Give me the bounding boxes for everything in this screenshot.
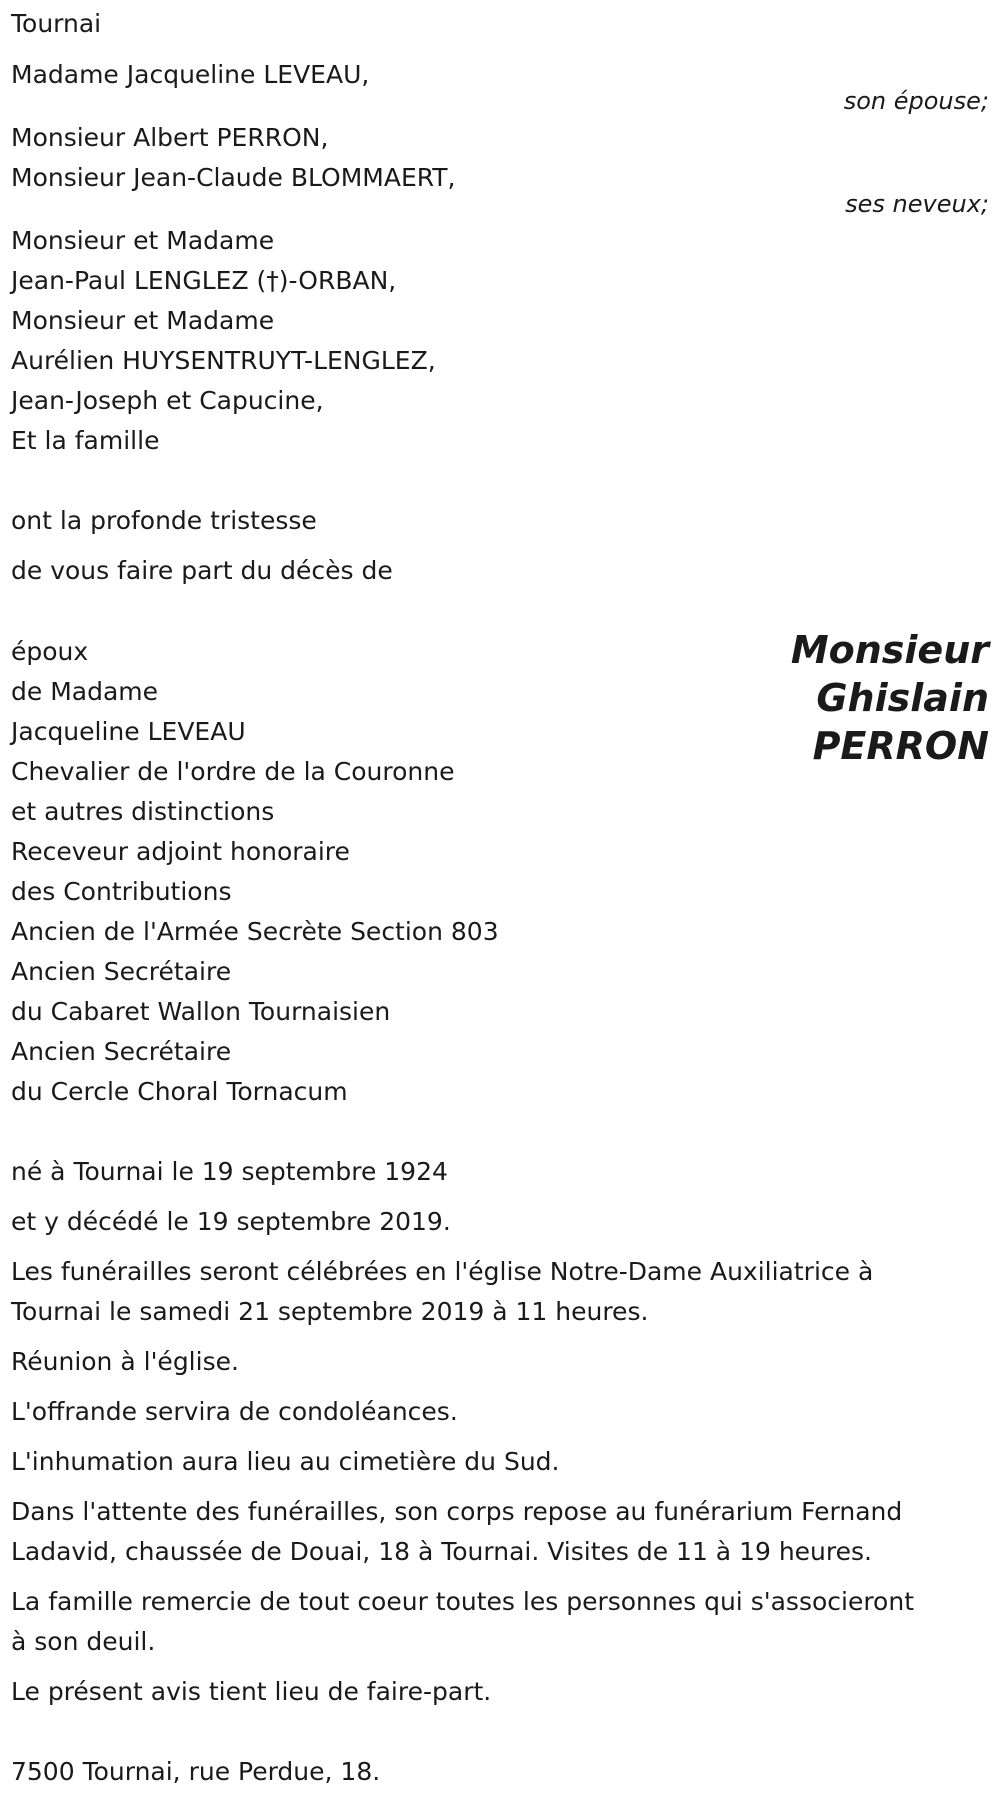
title-line: du Cabaret Wallon Tournaisien (11, 997, 391, 1026)
nephew-line: Monsieur Jean-Claude BLOMMAERT, (11, 163, 456, 192)
family-line: Jean-Paul LENGLEZ (†)-ORBAN, (11, 266, 397, 295)
announcement-line: ont la profonde tristesse (11, 506, 317, 535)
nephews-relation: ses neveux; (845, 190, 989, 218)
notice-note: Le présent avis tient lieu de faire-part. (11, 1677, 492, 1706)
title-line: de Madame (11, 677, 159, 706)
address-line: 7500 Tournai, rue Perdue, 18. (11, 1757, 381, 1786)
burial-line: L'inhumation aura lieu au cimetière du Sud. (11, 1447, 560, 1476)
wife-relation: son épouse; (843, 87, 989, 115)
thanks-line: à son deuil. (11, 1627, 156, 1656)
title-line: Chevalier de l'ordre de la Couronne (11, 757, 455, 786)
announcement-line: de vous faire part du décès de (11, 556, 393, 585)
title-line: des Contributions (11, 877, 232, 906)
nephew-line: Monsieur Albert PERRON, (11, 123, 329, 152)
death-line: et y décédé le 19 septembre 2019. (11, 1207, 451, 1236)
deceased-last-name: PERRON (812, 724, 989, 768)
family-line: Monsieur et Madame (11, 306, 275, 335)
title-line: Ancien Secrétaire (11, 957, 232, 986)
deceased-title: Monsieur (790, 628, 989, 672)
funeral-line: Les funérailles seront célébrées en l'église Notre-Dame Auxiliatrice à (11, 1257, 874, 1286)
title-line: du Cercle Choral Tornacum (11, 1077, 348, 1106)
rest-line: Dans l'attente des funérailles, son corps repose au funérarium Fernand (11, 1497, 903, 1526)
title-line: et autres distinctions (11, 797, 275, 826)
title-line: Ancien Secrétaire (11, 1037, 232, 1066)
title-line: Ancien de l'Armée Secrète Section 803 (11, 917, 499, 946)
family-line: Aurélien HUYSENTRUYT-LENGLEZ, (11, 346, 436, 375)
deceased-name (791, 626, 989, 770)
city: Tournai (11, 9, 102, 38)
family-line: Monsieur et Madame (11, 226, 275, 255)
deceased-first-name: Ghislain (816, 676, 989, 720)
family-line: Jean-Joseph et Capucine, (11, 386, 324, 415)
title-line: époux (11, 637, 89, 666)
thanks-line: La famille remercie de tout coeur toutes les personnes qui s'associeront (11, 1587, 915, 1616)
wife-name: Madame Jacqueline LEVEAU, (11, 60, 370, 89)
funeral-line: Tournai le samedi 21 septembre 2019 à 11 heures. (11, 1297, 649, 1326)
family-line: Et la famille (11, 426, 160, 455)
title-line: Receveur adjoint honoraire (11, 837, 350, 866)
rest-line: Ladavid, chaussée de Douai, 18 à Tournai. Visites de 11 à 19 heures. (11, 1537, 872, 1566)
birth-line: né à Tournai le 19 septembre 1924 (11, 1157, 448, 1186)
meeting-line: Réunion à l'église. (11, 1347, 239, 1376)
offering-line: L'offrande servira de condoléances. (11, 1397, 458, 1426)
title-line: Jacqueline LEVEAU (11, 717, 246, 746)
